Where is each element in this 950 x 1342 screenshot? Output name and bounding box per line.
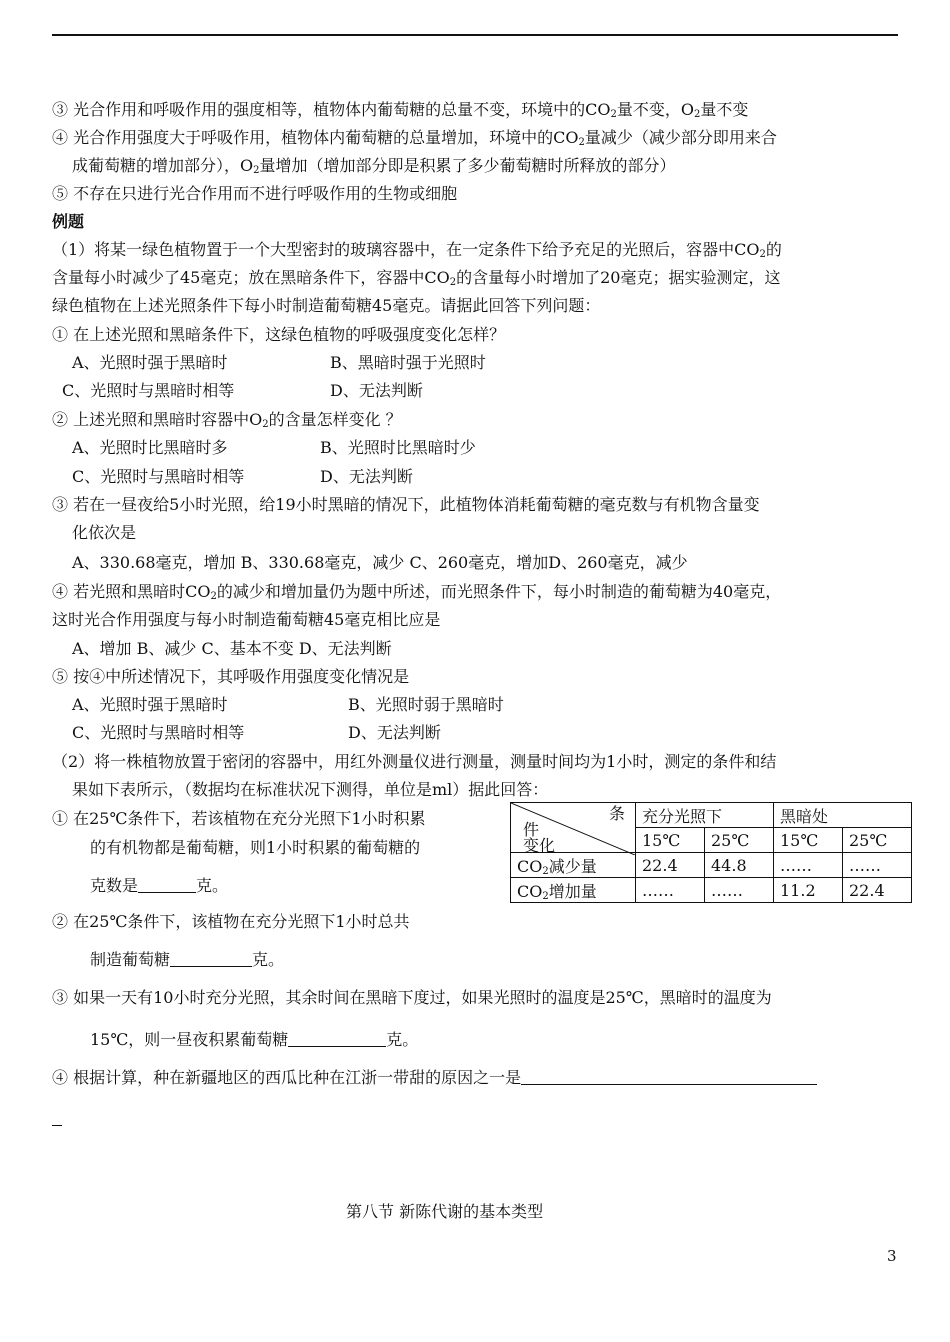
row-label: $CO_2$减少量 — [511, 853, 636, 878]
temp-header: 15℃ — [636, 828, 705, 853]
table-question-3-line-2: 15℃，则一昼夜积累葡萄糖 克。 — [90, 1030, 419, 1049]
table-question-2-line-2: 制造葡萄糖 克。 — [90, 950, 285, 969]
option-2d: D、无法判断 — [320, 467, 413, 486]
subquestion-5: ⑤ 按④中所述情况下，其呼吸作用强度变化情况是 — [52, 667, 410, 686]
header-rule — [52, 34, 898, 36]
question-1-line-1: （1）将某一绿色植物置于一个大型密封的玻璃容器中，在一定条件下给予充足的光照后，容器中$CO_2$的 — [52, 240, 782, 260]
answer-blank[interactable] — [288, 1030, 386, 1047]
diag-label-mid: 件 — [523, 820, 540, 839]
section-heading: 第八节 新陈代谢的基本类型 — [346, 1202, 544, 1221]
statement-5: ⑤ 不存在只进行光合作用而不进行呼吸作用的生物或细胞 — [52, 184, 458, 203]
subquestion-4-options: A、增加 B、减少 C、基本不变 D、无法判断 — [72, 639, 392, 658]
subquestion-3-line-1: ③ 若在一昼夜给5小时光照，给19小时黑暗的情况下，此植物体消耗葡萄糖的毫克数与有机物含量变 — [52, 495, 760, 514]
part-2-line-1: （2）将一株植物放置于密闭的容器中，用红外测量仪进行测量，测量时间均为1小时，测定的条件和结 — [52, 752, 777, 771]
table-cell: 11.2 — [774, 878, 843, 903]
statement-4-line-2: 成葡萄糖的增加部分），$O_2$量增加（增加部分即是积累了多少葡萄糖时所释放的部分） — [72, 156, 676, 176]
table-row — [511, 878, 912, 903]
option-1c: C、光照时与黑暗时相等 — [62, 381, 235, 400]
table-cell: …… — [774, 853, 843, 878]
table-diagonal-header — [511, 803, 636, 853]
statement-3: ③ 光合作用和呼吸作用的强度相等，植物体内葡萄糖的总量不变，环境中的$CO_2$量不变，$O_2$量不变 — [52, 100, 749, 120]
table-question-4: ④ 根据计算，种在新疆地区的西瓜比种在江浙一带甜的原因之一是 — [52, 1068, 817, 1088]
option-1a: A、光照时强于黑暗时 — [72, 353, 228, 372]
answer-blank[interactable] — [138, 876, 196, 893]
statement-4-line-1: ④ 光合作用强度大于呼吸作用，植物体内葡萄糖的总量增加，环境中的$CO_2$量减少（减少部分即用来合 — [52, 128, 777, 148]
subquestion-3-options: A、330.68毫克，增加 B、330.68毫克，减少 C、260毫克，增加D、260毫克，减少 — [72, 553, 688, 572]
header-light: 充分光照下 — [636, 803, 774, 828]
subquestion-4-line-1: ④ 若光照和黑暗时$CO_2$的减少和增加量仍为题中所述，而光照条件下，每小时制造的葡萄糖为40毫克， — [52, 582, 782, 602]
table-question-1-line-3: 克数是 克。 — [90, 876, 229, 895]
table-cell: …… — [843, 853, 912, 878]
question-1-line-3: 绿色植物在上述光照条件下每小时制造葡萄糖45毫克。请据此回答下列问题： — [52, 296, 601, 315]
option-1b: B、黑暗时强于光照时 — [330, 353, 486, 372]
header-dark: 黑暗处 — [774, 803, 912, 828]
option-2c: C、光照时与黑暗时相等 — [72, 467, 245, 486]
table-row — [511, 853, 912, 878]
subquestion-4-line-2: 这时光合作用强度与每小时制造葡萄糖45毫克相比应是 — [52, 610, 441, 629]
option-5a: A、光照时强于黑暗时 — [72, 695, 228, 714]
diag-label-top: 条 — [609, 804, 626, 823]
option-1d: D、无法判断 — [330, 381, 423, 400]
option-5b: B、光照时弱于黑暗时 — [348, 695, 504, 714]
diag-label-bottom: 变化 — [523, 836, 556, 855]
temp-header: 15℃ — [774, 828, 843, 853]
answer-blank-continuation — [52, 1125, 62, 1126]
table-question-3-line-1: ③ 如果一天有10小时充分光照，其余时间在黑暗下度过，如果光照时的温度是25℃，黑暗时的温度为 — [52, 988, 772, 1007]
table-cell: …… — [636, 878, 705, 903]
answer-blank[interactable] — [521, 1068, 817, 1085]
table-question-1-line-1: ① 在25℃条件下，若该植物在充分光照下1小时积累 — [52, 809, 426, 828]
temp-header: 25℃ — [843, 828, 912, 853]
table-question-2-line-1: ② 在25℃条件下，该植物在充分光照下1小时总共 — [52, 912, 410, 931]
page-number: 3 — [887, 1247, 897, 1265]
example-heading: 例题 — [52, 212, 85, 231]
option-5d: D、无法判断 — [348, 723, 441, 742]
row-label: $CO_2$增加量 — [511, 878, 636, 903]
option-2b: B、光照时比黑暗时少 — [320, 438, 476, 457]
subquestion-1: ① 在上述光照和黑暗条件下，这绿色植物的呼吸强度变化怎样？ — [52, 325, 506, 344]
measurement-table — [510, 802, 912, 903]
option-5c: C、光照时与黑暗时相等 — [72, 723, 245, 742]
temp-header: 25℃ — [705, 828, 774, 853]
option-2a: A、光照时比黑暗时多 — [72, 438, 228, 457]
table-cell: …… — [705, 878, 774, 903]
subquestion-3-line-2: 化依次是 — [72, 523, 137, 542]
part-2-line-2: 果如下表所示，（数据均在标准状况下测得，单位是ml）据此回答： — [72, 780, 549, 799]
table-cell: 22.4 — [843, 878, 912, 903]
table-cell: 44.8 — [705, 853, 774, 878]
table-question-1-line-2: 的有机物都是葡萄糖，则1小时积累的葡萄糖的 — [90, 838, 421, 857]
table-cell: 22.4 — [636, 853, 705, 878]
answer-blank[interactable] — [170, 950, 252, 967]
subquestion-2: ② 上述光照和黑暗时容器中$O_2$的含量怎样变化 ？ — [52, 410, 402, 430]
question-1-line-2: 含量每小时减少了45毫克；放在黑暗条件下，容器中$CO_2$的含量每小时增加了20毫克；据实验测定，这 — [52, 268, 781, 288]
